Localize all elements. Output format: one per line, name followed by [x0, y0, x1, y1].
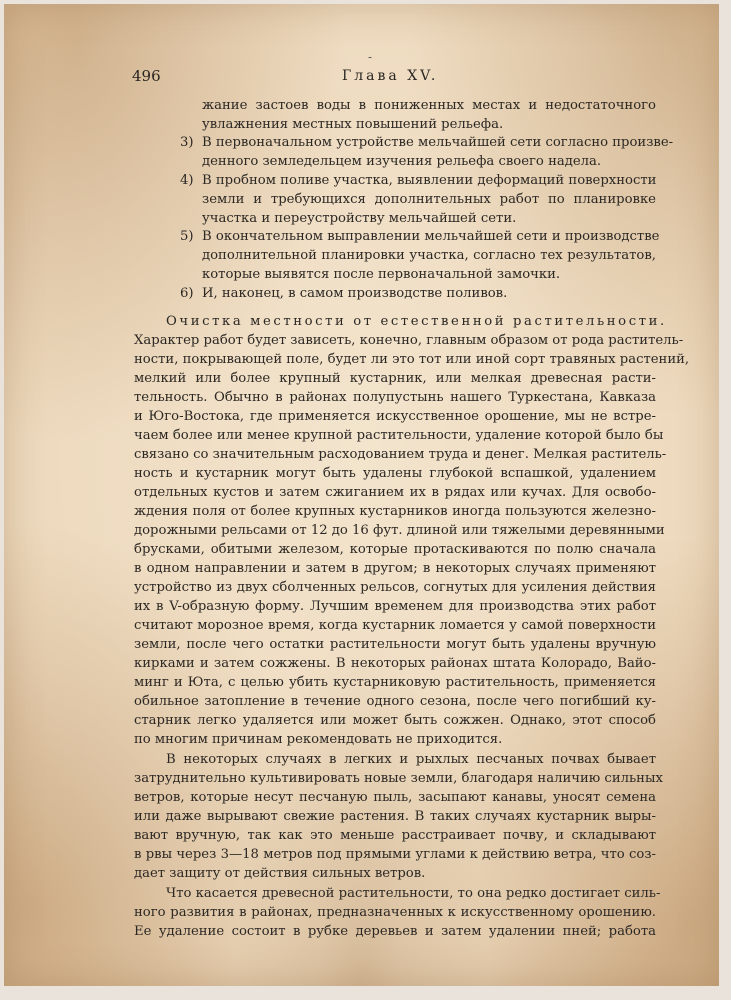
page-number: 496	[132, 67, 161, 85]
text-line: по многим причинам рекомендовать не приходится.	[134, 732, 503, 747]
text-line: дорожными рельсами от 12 до 16 фут. длиной или тяжелыми деревянными	[134, 523, 665, 538]
text-line: Ее удаление состоит в рубке деревьев и затем удалении пней; работа	[134, 924, 656, 939]
text-line: земли, после чего остатки растительности могут быть удалены вручную	[134, 637, 656, 652]
section-lead: Очистка местности от естественной растительности.	[166, 314, 667, 329]
text-line: ности, покрывающей поле, будет ли это тот или иной сорт травяных растений,	[134, 352, 690, 367]
text-line: дает защиту от действия сильных ветров.	[134, 866, 426, 881]
text-line: в одном направлении и затем в другом; в некоторых случаях применяют	[134, 561, 656, 576]
text-line: мелкий или более крупный кустарник, или мелкая древесная расти-	[134, 371, 656, 386]
text-line: и Юго-Востока, где применяется искусственное орошение, мы не встре-	[134, 409, 656, 424]
text-line: ность и кустарник могут быть удалены глубокой вспашкой, удалением	[134, 466, 656, 481]
text-line: в рвы через 3—18 метров под прямыми углами к действию ветра, что соз-	[134, 847, 656, 862]
text-line: обильное затопление в течение одного сезона, после чего погибший ку-	[134, 694, 656, 709]
top-mark: -	[368, 50, 373, 64]
text-line: отдельных кустов и затем сжиганием их в рядах или кучах. Для освобо-	[134, 485, 656, 500]
text-line: устройство из двух сболченных рельсов, согнутых для усиления действия	[134, 580, 656, 595]
text-line: Что касается древесной растительности, то она редко достигает силь-	[166, 886, 661, 901]
text-line: Характер работ будет зависеть, конечно, главным образом от рода раститель-	[134, 333, 684, 348]
list-line: В первоначальном устройстве мельчайшей сети согласно произве-	[202, 135, 674, 150]
main-text	[134, 314, 690, 939]
text-line: их в V-образную форму. Лучшим временем для производства этих работ	[134, 599, 656, 614]
list-line: И, наконец, в самом производстве поливов.	[202, 286, 508, 301]
text-line: брусками, обитыми железом, которые протаскиваются по полю сначала	[134, 542, 656, 557]
book-page	[4, 4, 719, 986]
text-line: ветров, которые несут песчаную пыль, засыпают канавы, уносят семена	[134, 790, 656, 805]
text-line: ждения поля от более крупных кустарников иногда пользуются железно-	[134, 504, 656, 519]
list-number: 6)	[180, 286, 194, 301]
text-line: кирками и затем сожжены. В некоторых районах штата Колорадо, Вайо-	[134, 656, 656, 671]
list-number: 5)	[180, 229, 194, 244]
list-line: увлажнения местных повышений рельефа.	[202, 117, 504, 132]
list-line: В пробном поливе участка, выявлении деформаций поверхности	[202, 173, 657, 188]
text-line: тельность. Обычно в районах полупустынь нашего Туркестана, Кавказа	[134, 390, 656, 405]
text-line: ного развития в районах, предназначенных к искусственному орошению.	[134, 905, 656, 920]
text-line: старник легко удаляется или может быть сожжен. Однако, этот способ	[134, 713, 656, 728]
running-head: Глава XV.	[342, 68, 439, 84]
list-line: которые выявятся после первоначальной замочки.	[202, 267, 561, 282]
list-line: дополнительной планировки участка, согласно тех результатов,	[202, 248, 656, 263]
list-number: 4)	[180, 173, 194, 188]
text-line: В некоторых случаях в легких и рыхлых песчаных почвах бывает	[166, 752, 656, 767]
text-line: считают морозное время, когда кустарник ломается у самой поверхности	[134, 618, 656, 633]
text-line: или даже вырывают свежие растения. В таких случаях кустарник выры-	[134, 809, 656, 824]
list-line: денного земледельцем изучения рельефа своего надела.	[202, 154, 602, 169]
numbered-list	[134, 98, 674, 301]
list-line: В окончательном выправлении мельчайшей сети и производстве	[202, 229, 660, 244]
text-line: вают вручную, так как это меньше расстраивает почву, и складывают	[134, 828, 656, 843]
text-line: связано со значительным расходованием труда и денег. Мелкая раститель-	[134, 447, 667, 462]
list-number: 3)	[180, 135, 194, 150]
list-line: жание застоев воды в пониженных местах и недостаточного	[202, 98, 656, 113]
text-line: чаем более или менее крупной растительности, удаление которой было бы	[134, 428, 664, 443]
text-line: затруднительно культивировать новые земли, благодаря наличию сильных	[134, 771, 663, 786]
list-line: земли и требующихся дополнительных работ по планировке	[202, 192, 656, 207]
list-line: участка и переустройству мельчайшей сети.	[202, 211, 517, 226]
text-line: минг и Юта, с целью убить кустарниковую растительность, применяется	[134, 675, 656, 690]
